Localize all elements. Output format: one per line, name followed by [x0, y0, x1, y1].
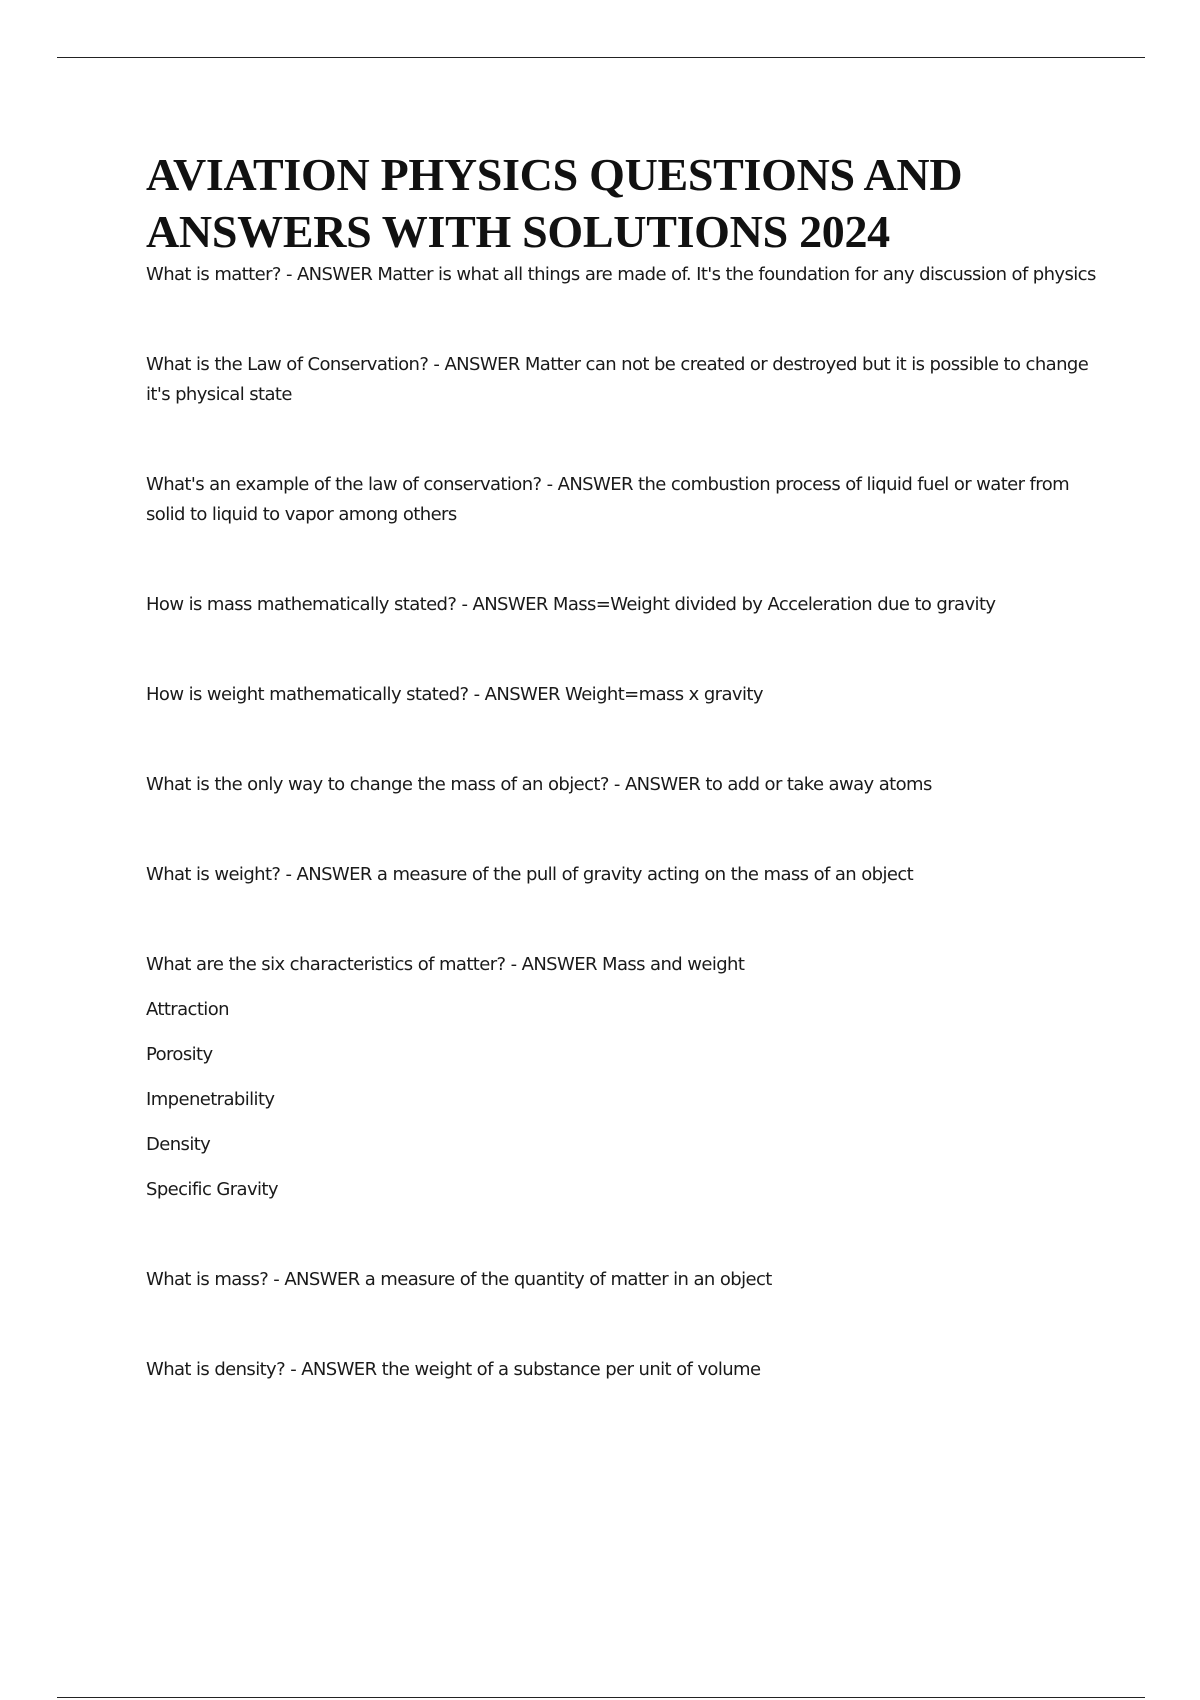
qa-item: What is mass? - ANSWER a measure of the quantity of matter in an object: [146, 1269, 772, 1290]
qa-item: What is the Law of Conservation? - ANSWER Matter can not be created or destroyed but it is possible to change it's physical state: [146, 354, 1089, 405]
qa-item: How is mass mathematically stated? - ANSWER Mass=Weight divided by Acceleration due to gravity: [146, 594, 996, 615]
qa-item: What's an example of the law of conservation? - ANSWER the combustion process of liquid fuel or water from solid to liquid to vapor among others: [146, 474, 1070, 525]
characteristic-line: Porosity: [146, 1044, 213, 1065]
qa-item: What is weight? - ANSWER a measure of the pull of gravity acting on the mass of an object: [146, 864, 914, 885]
top-rule: [57, 57, 1145, 58]
qa-item-multiline: [146, 950, 1096, 1205]
characteristic-line: Attraction: [146, 999, 229, 1020]
characteristic-line: Impenetrability: [146, 1089, 275, 1110]
bottom-rule: [57, 1697, 1145, 1698]
document-title: [146, 146, 1096, 260]
qa-item: What is the only way to change the mass of an object? - ANSWER to add or take away atoms: [146, 774, 932, 795]
characteristic-line: Specific Gravity: [146, 1179, 278, 1200]
qa-item: How is weight mathematically stated? - ANSWER Weight=mass x gravity: [146, 684, 763, 705]
document-body: [146, 146, 1096, 1385]
qa-item: What is density? - ANSWER the weight of a substance per unit of volume: [146, 1359, 761, 1380]
qa-item: What is matter? - ANSWER Matter is what all things are made of. It's the foundation for any discussion of physics: [146, 264, 1096, 285]
qa-item-text: What are the six characteristics of matter? - ANSWER Mass and weight: [146, 954, 745, 975]
characteristic-line: Density: [146, 1134, 211, 1155]
title-line-2: ANSWERS WITH SOLUTIONS 2024: [146, 206, 890, 257]
qa-list: [146, 260, 1096, 1385]
title-line-1: AVIATION PHYSICS QUESTIONS AND: [146, 149, 963, 200]
